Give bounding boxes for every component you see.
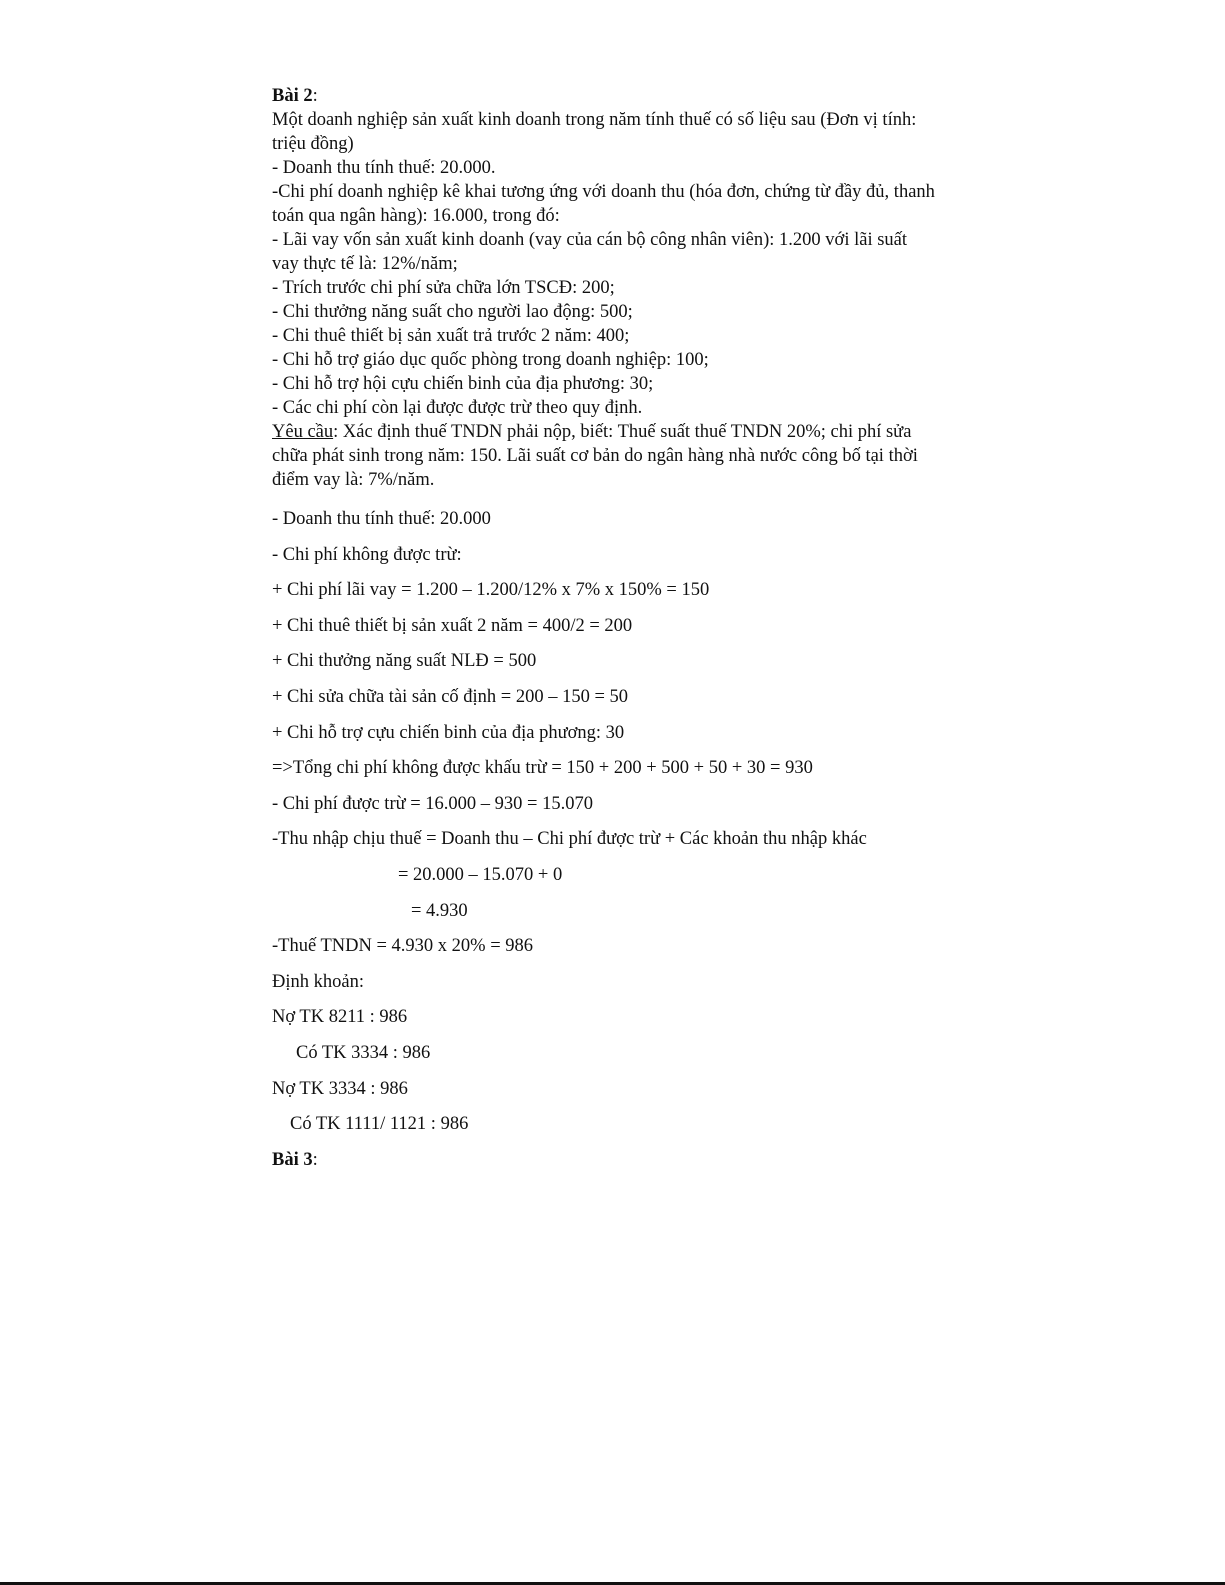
next-heading-label: Bài 3: [272, 1149, 313, 1170]
intro-line: - Chi thưởng năng suất cho người lao động: 500;: [272, 302, 633, 322]
non-deductible-item: + Chi thuê thiết bị sản xuất 2 năm = 400/2 = 200: [272, 615, 633, 636]
heading-label: Bài 2: [272, 86, 313, 106]
taxable-step-1: = 20.000 – 15.070 + 0: [398, 864, 563, 885]
heading-colon: :: [312, 86, 318, 106]
next-heading-colon: :: [312, 1149, 318, 1170]
intro-line: toán qua ngân hàng): 16.000, trong đó:: [272, 206, 560, 226]
non-deductible-item: + Chi sửa chữa tài sản cố định = 200 – 150 = 50: [272, 686, 629, 707]
entry-1-credit: Có TK 3334 : 986: [296, 1042, 431, 1063]
problem-heading: [272, 84, 992, 108]
requirement-text: : Xác định thuế TNDN phải nộp, biết: Thuế suất thuế TNDN 20%; chi phí sửa: [333, 422, 912, 442]
entry-2-debit: Nợ TK 3334 : 986: [272, 1078, 408, 1099]
problem-section: [272, 84, 992, 492]
intro-line: - Doanh thu tính thuế: 20.000.: [272, 158, 496, 178]
requirement-label: Yêu cầu: [272, 422, 334, 442]
entries-title: Định khoản:: [272, 971, 364, 992]
taxable-step-2: = 4.930: [411, 900, 468, 921]
intro-line: - Trích trước chi phí sửa chữa lớn TSCĐ: 200;: [272, 278, 615, 298]
requirement-line: [272, 420, 992, 444]
intro-line: triệu đồng): [272, 134, 354, 154]
intro-line: vay thực tế là: 12%/năm;: [272, 254, 458, 274]
non-deductible-item: + Chi thưởng năng suất NLĐ = 500: [272, 651, 537, 672]
entry-1-debit: Nợ TK 8211 : 986: [272, 1007, 408, 1028]
document-body: [272, 84, 992, 1178]
requirement-line: chữa phát sinh trong năm: 150. Lãi suất cơ bản do ngân hàng nhà nước công bố tại thời: [272, 446, 918, 466]
intro-line: - Lãi vay vốn sản xuất kinh doanh (vay của cán bộ công nhân viên): 1.200 với lãi suất: [272, 230, 908, 250]
deductible-line: - Chi phí được trừ = 16.000 – 930 = 15.070: [272, 793, 593, 814]
intro-line: Một doanh nghiệp sản xuất kinh doanh trong năm tính thuế có số liệu sau (Đơn vị tính:: [272, 110, 917, 130]
entry-2-credit: Có TK 1111/ 1121 : 986: [290, 1114, 469, 1135]
intro-line: - Chi hỗ trợ giáo dục quốc phòng trong doanh nghiệp: 100;: [272, 350, 709, 370]
next-heading: [272, 1143, 992, 1179]
non-deductible-title: - Chi phí không được trừ:: [272, 544, 462, 565]
taxable-income-line: -Thu nhập chịu thuế = Doanh thu – Chi phí được trừ + Các khoản thu nhập khác: [272, 829, 867, 850]
non-deductible-item: + Chi phí lãi vay = 1.200 – 1.200/12% x 7% x 150% = 150: [272, 580, 710, 601]
cit-line: -Thuế TNDN = 4.930 x 20% = 986: [272, 936, 533, 957]
revenue-line: - Doanh thu tính thuế: 20.000: [272, 509, 491, 529]
intro-line: - Các chi phí còn lại được được trừ theo quy định.: [272, 398, 643, 418]
intro-line: -Chi phí doanh nghiệp kê khai tương ứng với doanh thu (hóa đơn, chứng từ đầy đủ, thanh: [272, 182, 935, 202]
intro-line: - Chi hỗ trợ hội cựu chiến binh của địa phương: 30;: [272, 374, 654, 394]
total-non-deductible: =>Tổng chi phí không được khấu trừ = 150 + 200 + 500 + 50 + 30 = 930: [272, 758, 813, 779]
intro-line: - Chi thuê thiết bị sản xuất trả trước 2 năm: 400;: [272, 326, 630, 346]
solution-section: [272, 502, 992, 1178]
requirement-line: điểm vay là: 7%/năm.: [272, 470, 435, 490]
non-deductible-item: + Chi hỗ trợ cựu chiến binh của địa phương: 30: [272, 722, 625, 743]
